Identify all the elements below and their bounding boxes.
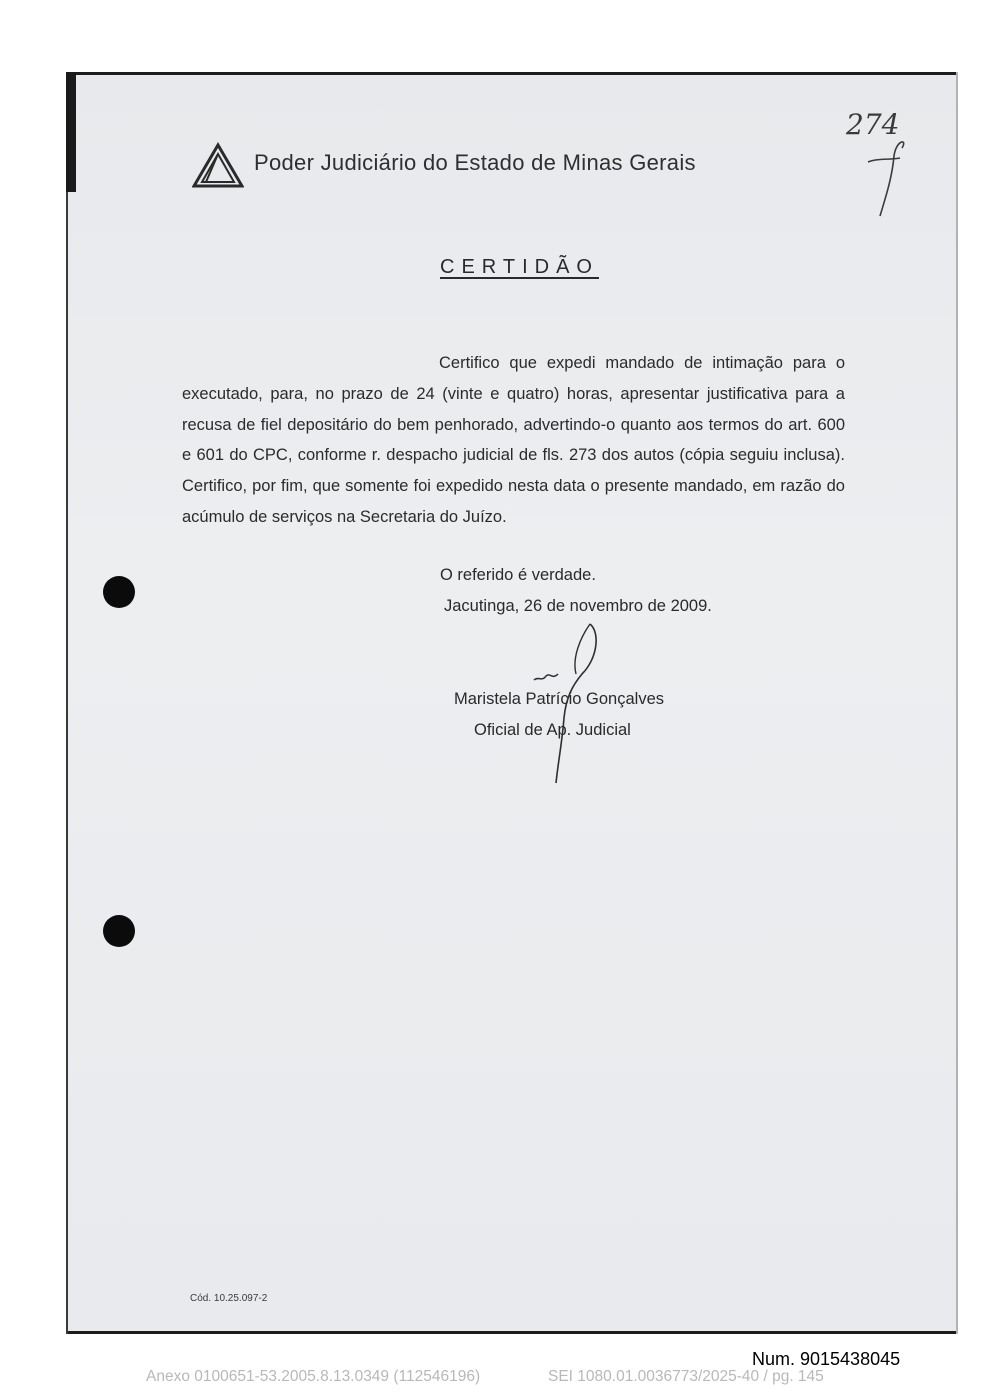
handwritten-folio-number (838, 100, 918, 220)
certificate-body: Certifico que expedi mandado de intimação para o executado, para, no prazo de 24 (vinte e quatro) horas, apresentar justificativa para a recusa de fiel depositário do bem penhorado, advertindo-o quanto aos termos do art. 600 e 601 do CPC, conforme r. despacho judicial de fls. 273 dos autos (cópia seguiu inclusa). Certifico, por fim, que somente foi expedido nesta data o presente mandado, em razão do acúmulo de serviços na Secretaria do Juízo. (182, 354, 845, 526)
folio-text: 274 (846, 108, 900, 141)
scan-left-border (66, 72, 68, 1334)
signer-name: Maristela Patrício Gonçalves (454, 690, 664, 708)
document-title: CERTIDÃO (440, 256, 599, 278)
triangle-logo-icon (192, 142, 244, 188)
institution-name: Poder Judiciário do Estado de Minas Gerais (254, 150, 696, 175)
scan-right-border (956, 72, 958, 1334)
sei-reference: SEI 1080.01.0036773/2025-40 / pg. 145 (548, 1368, 824, 1385)
punch-hole-top (103, 576, 135, 608)
place-and-date: Jacutinga, 26 de novembro de 2009. (444, 597, 712, 615)
form-code: Cód. 10.25.097-2 (190, 1293, 268, 1304)
signer-role: Oficial de Ap. Judicial (474, 721, 631, 739)
closing-statement: O referido é verdade. (440, 566, 596, 584)
annex-reference: Anexo 0100651-53.2005.8.13.0349 (112546196) (146, 1368, 481, 1385)
scan-left-shadow (66, 72, 76, 192)
document-number: Num. 9015438045 (752, 1349, 901, 1369)
punch-hole-bottom (103, 915, 135, 947)
